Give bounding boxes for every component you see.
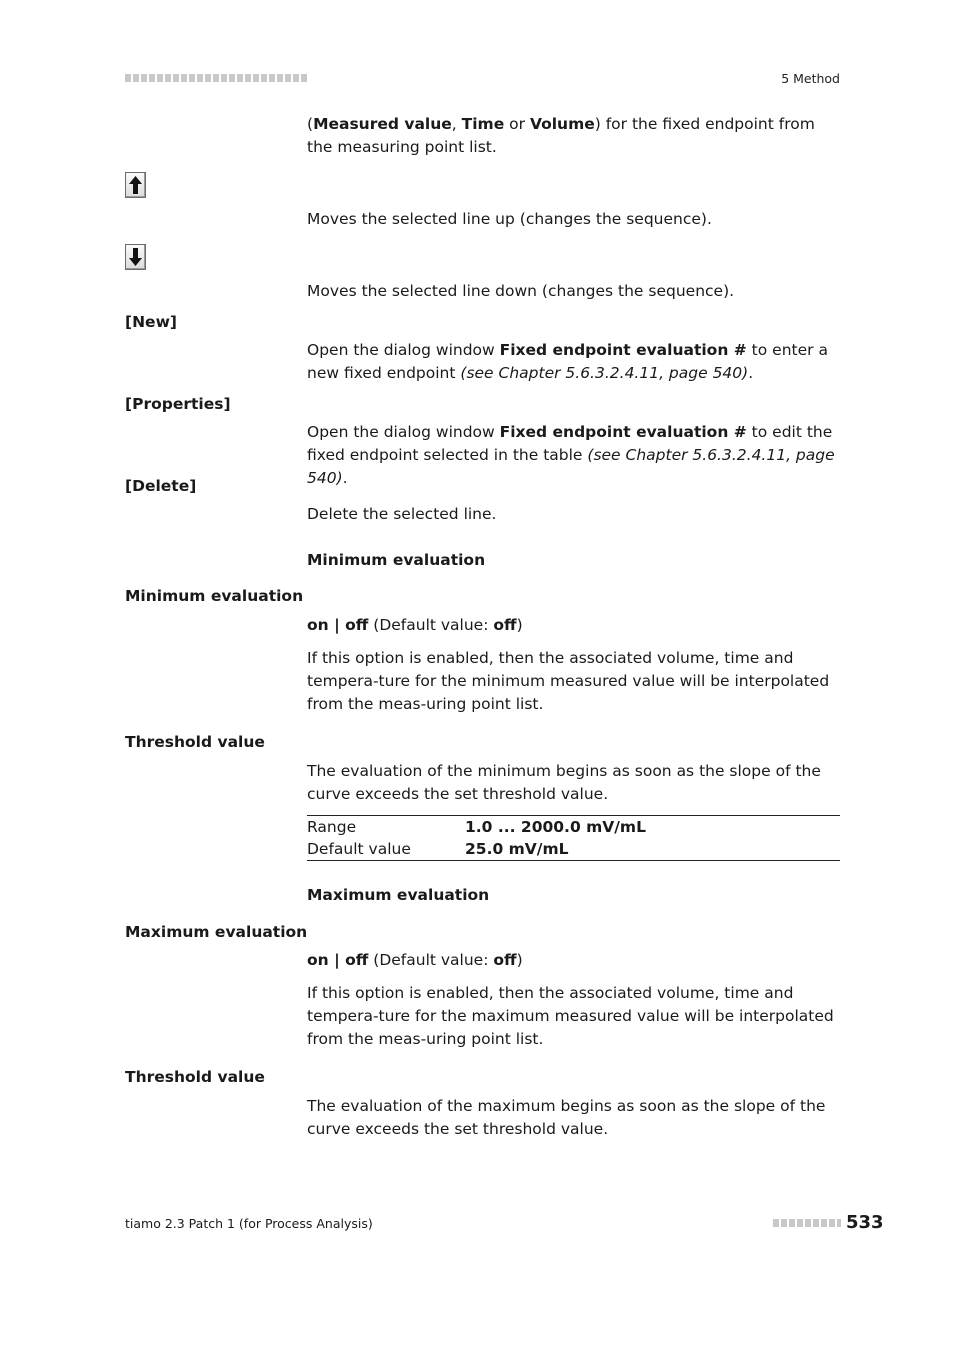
- page-number: 533: [846, 1212, 884, 1233]
- maximum-evaluation-label: Maximum evaluation: [125, 923, 308, 941]
- maximum-section-heading: Maximum evaluation: [307, 886, 490, 904]
- footer-product: tiamo 2.3 Patch 1 (for Process Analysis): [125, 1216, 373, 1231]
- minimum-evaluation-values: on | off (Default value: off): [307, 616, 523, 634]
- minimum-section-heading: Minimum evaluation: [307, 551, 486, 569]
- table-row: Default value 25.0 mV/mL: [307, 840, 569, 858]
- new-button-description: Open the dialog window Fixed endpoint evaluation # to enter a new fixed endpoint (see Chapter 5.6.3.2.4.11, page 540).: [307, 341, 828, 382]
- arrow-down-icon: [128, 247, 143, 267]
- intro-paragraph: (Measured value, Time or Volume) for the fixed endpoint from the measuring point list.: [307, 115, 815, 156]
- maximum-threshold-description: The evaluation of the maximum begins as soon as the slope of the curve exceeds the set threshold value.: [307, 1097, 826, 1138]
- table-row: Range 1.0 ... 2000.0 mV/mL: [307, 818, 646, 836]
- move-up-button[interactable]: [125, 172, 146, 198]
- minimum-evaluation-label: Minimum evaluation: [125, 587, 304, 605]
- properties-button-label: [Properties]: [125, 395, 231, 413]
- minimum-threshold-label: Threshold value: [125, 733, 265, 751]
- move-down-button[interactable]: [125, 244, 146, 270]
- maximum-threshold-label: Threshold value: [125, 1068, 265, 1086]
- new-button-label: [New]: [125, 313, 177, 331]
- delete-button-description: Delete the selected line.: [307, 505, 497, 523]
- threshold-range-table: [307, 815, 840, 861]
- arrow-up-icon: [128, 175, 143, 195]
- delete-button-label: [Delete]: [125, 477, 197, 495]
- maximum-evaluation-description: If this option is enabled, then the associated volume, time and tempera-ture for the maximum measured value will be interpolated from the meas-uring point list.: [307, 984, 834, 1048]
- maximum-evaluation-values: on | off (Default value: off): [307, 951, 523, 969]
- minimum-threshold-description: The evaluation of the minimum begins as soon as the slope of the curve exceeds the set threshold value.: [307, 762, 821, 803]
- minimum-evaluation-description: If this option is enabled, then the associated volume, time and tempera-ture for the minimum measured value will be interpolated from the meas-uring point list.: [307, 649, 830, 713]
- header-decoration: [125, 74, 307, 82]
- properties-button-description: Open the dialog window Fixed endpoint evaluation # to edit the fixed endpoint selected in the table (see Chapter 5.6.3.2.4.11, page 540).: [307, 423, 835, 487]
- move-up-description: Moves the selected line up (changes the sequence).: [307, 210, 712, 228]
- running-header: 5 Method: [781, 71, 840, 86]
- footer-decoration: [773, 1219, 841, 1227]
- chapter-reference: (see Chapter 5.6.3.2.4.11, page 540): [307, 446, 835, 487]
- move-down-description: Moves the selected line down (changes the sequence).: [307, 282, 735, 300]
- chapter-reference: (see Chapter 5.6.3.2.4.11, page 540): [460, 364, 749, 382]
